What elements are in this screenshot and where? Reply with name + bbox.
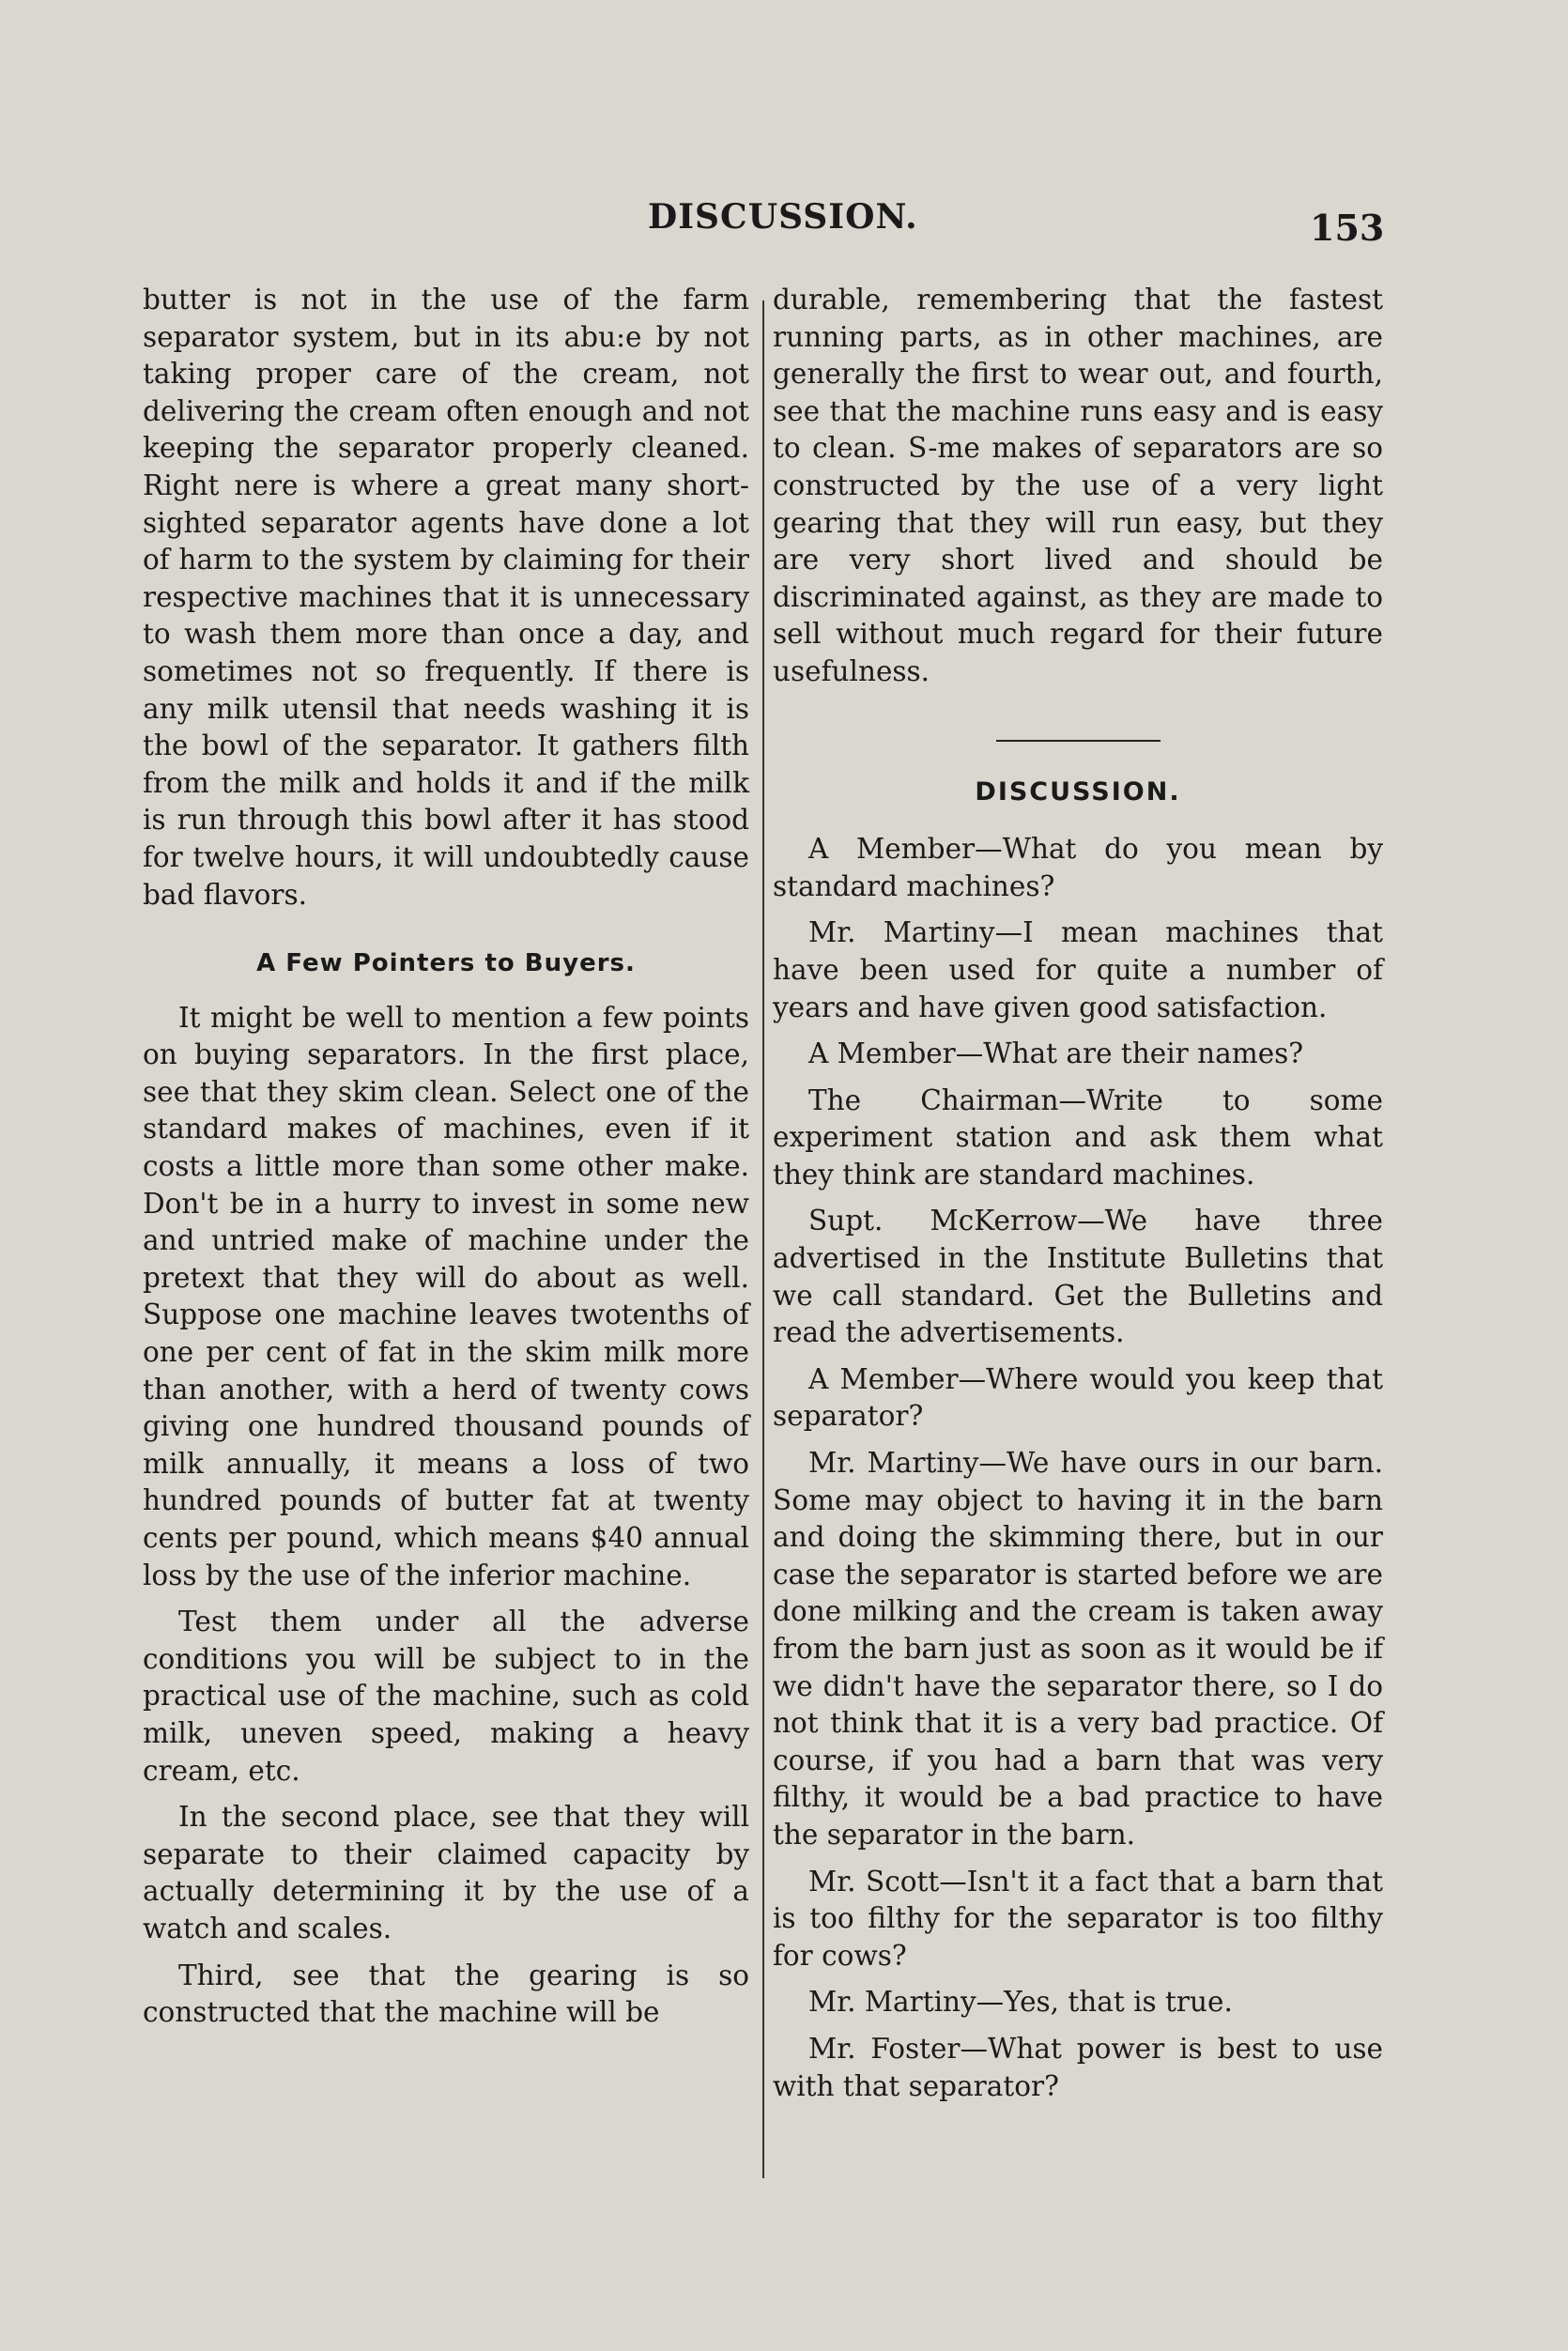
section-divider [996, 740, 1161, 742]
paragraph: butter is not in the use of the farm separator system, but in its abu:e by not taking proper care of the cream, not delivering the cream often enough and not keeping the separator properly cleaned. Right nere is where a great many short-sighted separator agents have done a lot of harm to the system by claiming for their respective machines that it is unnecessary to wash them more than once a day, and sometimes not so frequently. If there is any milk utensil that needs washing it is the bowl of the separator. It gathers filth from the milk and holds it and if the milk is run through this bowl after it has stood for twelve hours, it will undoubtedly cause bad flavors. [143, 284, 749, 911]
discussion-entry: Mr. Martiny—Yes, that is true. [808, 1986, 1233, 2019]
right-column [773, 282, 1383, 2114]
paragraph: In the second place, see that they will separate to their claimed capacity by actually determining it by the use of a watch and scales. [143, 1801, 749, 1944]
left-column [143, 282, 749, 2041]
section-heading: DISCUSSION. [975, 776, 1181, 807]
discussion-entry: Mr. Martiny—We have ours in our barn. Some may object to having it in the barn and doing the skimming there, but in our case the separator is started before we are done milking and the cream is taken away from the barn just as soon as it would be if we didn't have the separator there, so I do not think that it is a very bad practice. Of course, if you had a barn that was very filthy, it would be a bad practice to have the separator in the barn. [773, 1447, 1383, 1851]
discussion-entry: A Member—What do you mean by standard machines? [773, 833, 1383, 902]
discussion-entry: The Chairman—Write to some experiment station and ask them what they think are standard machines. [773, 1083, 1383, 1191]
paragraph: It might be well to mention a few points on buying separators. In the first place, see that they skim clean. Select one of the standard makes of machines, even if it costs a little more than some other make. Don't be in a hurry to invest in some new and untried make of machine under the pretext that they will do about as well. Suppose one machine leaves twotenths of one per cent of fat in the skim milk more than another, with a herd of twenty cows giving one hundred thousand pounds of milk annually, it means a loss of two hundred pounds of butter fat at twenty cents per pound, which means $40 annual loss by the use of the inferior machine. [143, 1001, 749, 1591]
column-divider [762, 300, 764, 2178]
paragraph: durable, remembering that the fastest running parts, as in other machines, are generally the first to wear out, and fourth, see that the machine runs easy and is easy to clean. S-me makes of separators are so constructed by the use of a very light gearing that they will run easy, but they are very short lived and should be discriminated against, as they are made to sell without much regard for their future usefulness. [773, 284, 1383, 687]
running-title: DISCUSSION. [648, 197, 918, 237]
paragraph: Third, see that the gearing is so constructed that the machine will be [143, 1959, 749, 2029]
page-number: 153 [1310, 207, 1385, 249]
discussion-entry: A Member—Where would you keep that separator? [773, 1362, 1383, 1433]
discussion-entry: Mr. Martiny—I mean machines that have been used for quite a number of years and have given good satisfaction. [773, 916, 1383, 1023]
subheading: A Few Pointers to Buyers. [256, 949, 636, 978]
running-head [0, 192, 1568, 258]
discussion-entry: A Member—What are their names? [808, 1037, 1304, 1070]
discussion-entry: Supt. McKerrow—We have three advertised in the Institute Bulletins that we call standard. Get the Bulletins and read the advertisements. [773, 1205, 1383, 1349]
discussion-entry: Mr. Scott—Isn't it a fact that a barn that is too filthy for the separator is too filthy for cows? [773, 1865, 1383, 1972]
discussion-entry: Mr. Foster—What power is best to use with that separator? [773, 2032, 1383, 2102]
paragraph: Test them under all the adverse conditions you will be subject to in the practical use of the machine, such as cold milk, uneven speed, making a heavy cream, etc. [143, 1606, 749, 1787]
